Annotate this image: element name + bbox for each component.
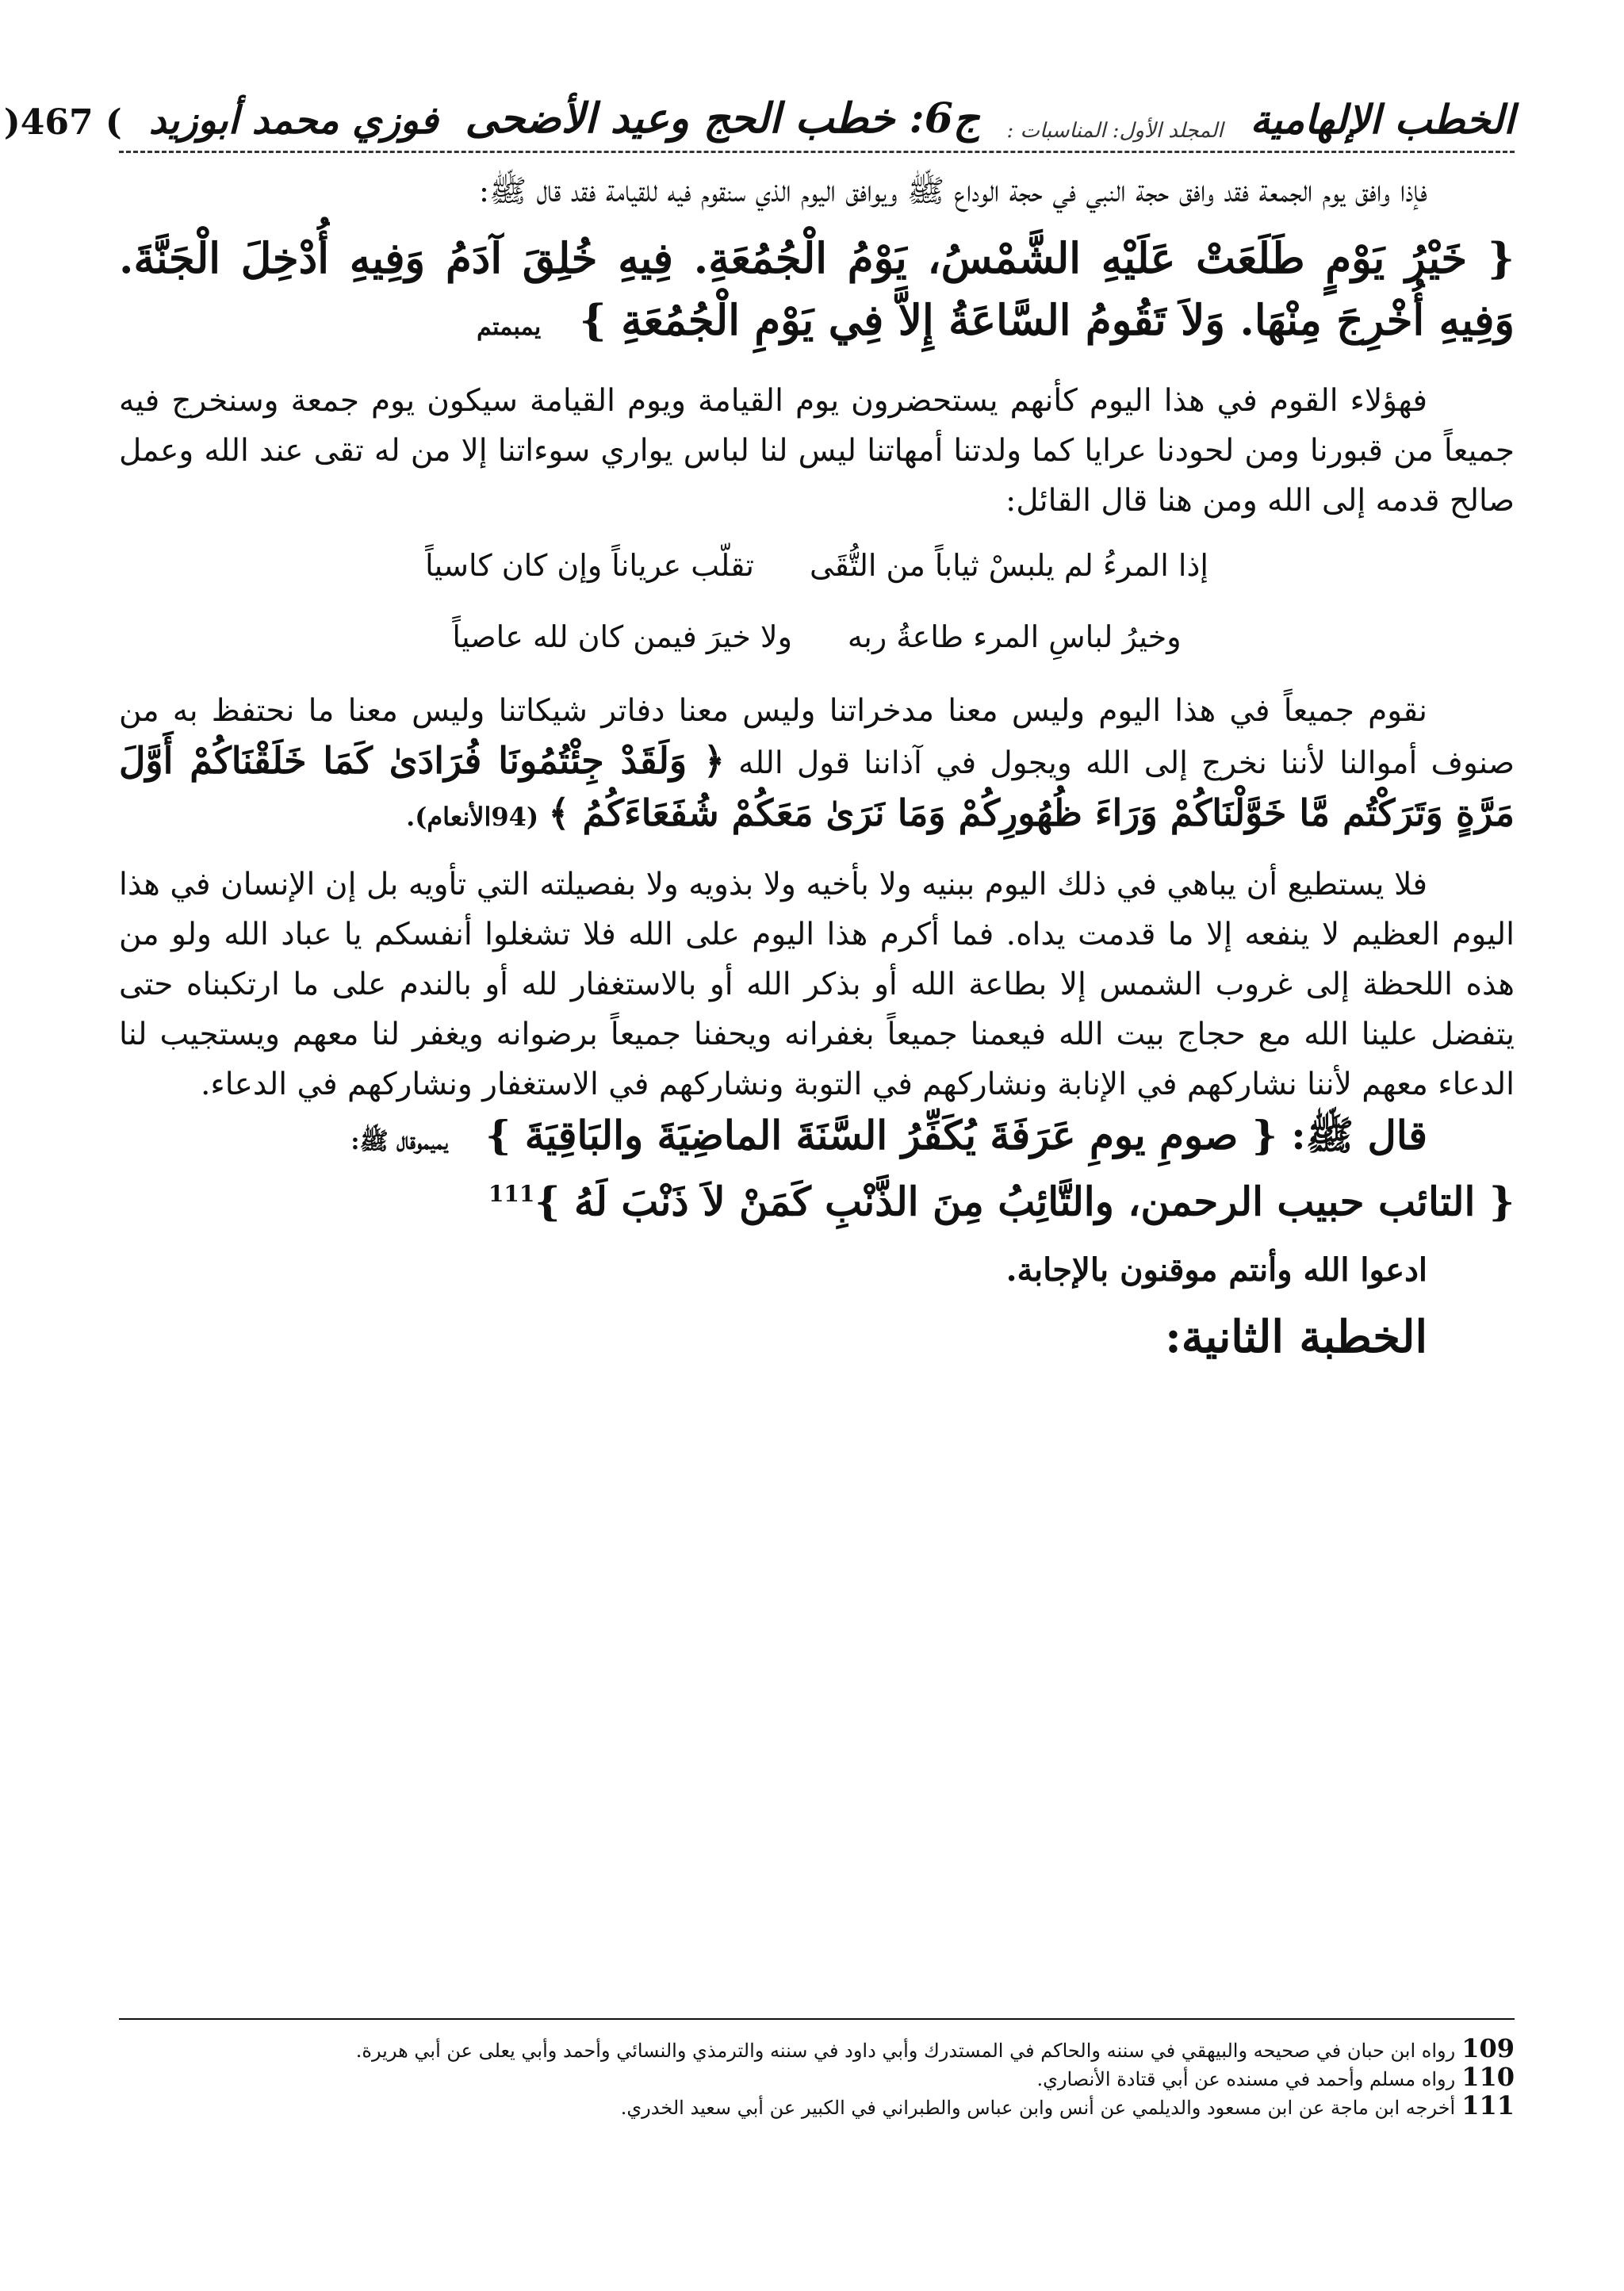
poem-line-2 — [119, 605, 1515, 669]
second-sermon-heading: الخطبة الثانية: — [1165, 1310, 1427, 1363]
footnote-marker: 111 — [488, 1181, 535, 1207]
main-text — [119, 167, 1515, 1362]
hadith-text: قال ﷺ: { صومِ يومِ عَرَفَةَ يُكَفِّرُ السَّنَةَ الماضِيَةَ والبَاقِيَةَ } — [485, 1112, 1427, 1159]
footnote: 111أخرجه ابن ماجة عن ابن مسعود والديلمي عن أنس وابن عباس والطبراني في الكبير عن أبي سعيد الخدري. — [620, 2090, 1515, 2121]
author-name: فوزي محمد أبوزيد — [148, 98, 439, 143]
running-header — [3, 79, 1515, 153]
hadith-source-mark: يميموقال ﷺ: — [350, 1128, 448, 1155]
hadith-quote-3 — [119, 1168, 1515, 1228]
footnote: 109رواه ابن حبان في صحيحه والبيهقي في سننه والحاكم في المستدرك وأبي داود في سننه والترمذي والنسائي وأحمد وأبي يعلى عن أبي هريرة. — [355, 2033, 1515, 2063]
poem-hemistich: تقلّب عرياناً وإن كان كاسياً — [425, 548, 754, 583]
paragraph-4: فلا يستطيع أن يباهي في ذلك اليوم ببنيه ولا بأخيه ولا بذويه ولا بفصيلته التي تأويه بل إن الإنسان في هذا اليوم العظيم لا ينفعه إلا ما قدمت يداه. فما أكرم هذا اليوم على الله فلا تشغلوا أنفسكم يا عباد الله ولو من هذه اللحظة إلى غروب الشمس إلا بطاعة الله أو بذكر الله أو بالاستغفار لله أو بالندم على ما ارتكبناه حتى يتفضل علينا الله مع حجاج بيت الله فيعمنا جميعاً بغفرانه ويحفنا جميعاً برضوانه ويغفر لنا معهم ويستجيب لنا الدعاء معهم لأننا نشاركهم في الإنابة ونشاركهم في التوبة ونشاركهم في الاستغفار ونشاركهم في الدعاء. — [119, 867, 1515, 1102]
paragraph-1: فإذا وافق يوم الجمعة فقد وافق حجة النبي في حجة الوداع ﷺ ويوافق اليوم الذي سنقوم فيه للقيامة فقد قال ﷺ: — [478, 174, 1427, 209]
paragraph-2: فهؤلاء القوم في هذا اليوم كأنهم يستحضرون يوم القيامة ويوم القيامة سيكون يوم جمعة وسنخرج فيه جميعاً من قبورنا ومن لحودنا عرايا كما ولدتنا أمهاتنا ليس لنا لباس يواري سوءاتنا إلا من له تقى عند الله وعمل صالح قدمه إلى الله ومن هنا قال القائل: — [119, 383, 1515, 519]
volume-label: المجلد الأول: المناسبات : — [1006, 119, 1224, 143]
hadith-quote-2 — [119, 1109, 1515, 1168]
page — [3, 79, 1515, 2236]
series-title: الخطب الإلهامية — [1250, 96, 1515, 143]
poem-line-1 — [119, 534, 1515, 597]
part-title: ج6: خطب الحج وعيد الأضحى — [465, 94, 980, 143]
quran-verse: ﴿ وَلَقَدْ جِئْتُمُونَا فُرَادَىٰ كَمَا خَلَقْنَاكُمْ أَوَّلَ مَرَّةٍ وَتَرَكْتُم مَّا خَوَّلْنَاكُمْ وَرَاءَ ظُهُورِكُمْ وَمَا نَرَىٰ مَعَكُمْ شُفَعَاءَكُمُ ﴾ — [119, 739, 1515, 834]
poem-hemistich: وخيرُ لباسِ المرء طاعةُ ربه — [847, 619, 1182, 654]
hadith-text: { خَيْرُ يَوْمٍ طَلَعَتْ عَلَيْهِ الشَّمْسُ، يَوْمُ الْجُمُعَةِ. فِيهِ خُلِقَ آدَمُ وَفِيهِ أُدْخِلَ الْجَنَّةَ. وَفِيهِ أُخْرِجَ مِنْهَا. وَلاَ تَقُومُ السَّاعَةُ إِلاَّ فِي يَوْمِ الْجُمُعَةِ } — [119, 234, 1515, 345]
page-number: ) 467( — [3, 102, 122, 143]
hadith-quote-1 — [119, 228, 1515, 358]
hadith-text: { التائب حبيب الرحمن، والتَّائِبُ مِنَ الذَّنْبِ كَمَنْ لاَ ذَنْبَ لَهُ } — [534, 1178, 1515, 1225]
poem-hemistich: إذا المرءُ لم يلبسْ ثياباً من التُّقَى — [809, 548, 1208, 583]
footnote: 110رواه مسلم وأحمد في مسنده عن أبي قتادة الأنصاري. — [1036, 2062, 1515, 2092]
paragraph-3 — [119, 686, 1515, 842]
closing-line: ادعوا الله وأنتم موقنون بالإجابة. — [1005, 1251, 1427, 1289]
footnotes — [119, 2018, 1515, 2121]
quran-reference: (94الأنعام). — [406, 802, 539, 832]
poem-hemistich: ولا خيرَ فيمن كان لله عاصياً — [452, 619, 792, 654]
paragraph-3-text: نقوم جميعاً في هذا اليوم وليس معنا مدخراتنا وليس معنا دفاتر شيكاتنا وليس معنا ما نحتفظ به من صنوف أموالنا لأننا نخرج إلى الله ويجول في آذاننا قول الله — [119, 693, 1515, 781]
hadith-source-mark: يمبمتم — [477, 313, 542, 341]
